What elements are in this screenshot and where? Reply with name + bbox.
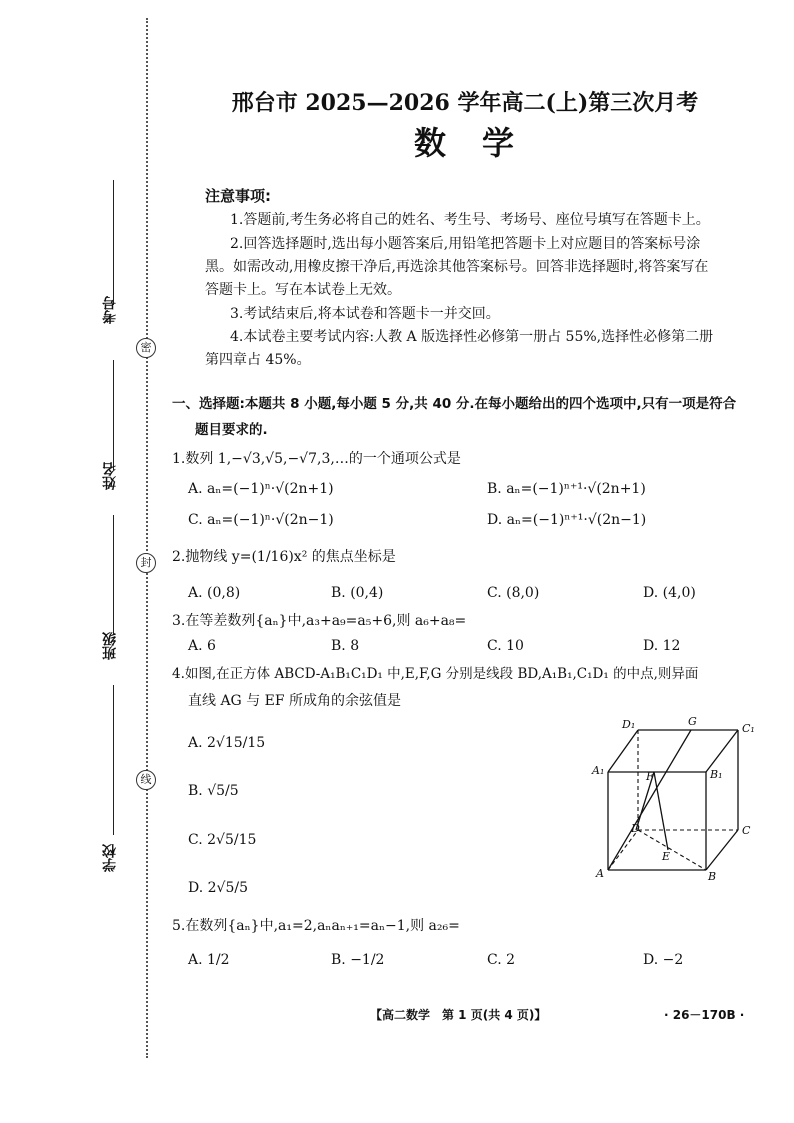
q1-option-b: B. aₙ=(−1)ⁿ⁺¹·√(2n+1) [487,481,646,497]
exam-title: 邢台市 2025—2026 学年高二(上)第三次月考 [231,90,699,116]
note-line-4: 答题卡上。写在本试卷上无效。 [205,282,401,298]
seal-xian: 线 [136,770,156,790]
note-line-7: 第四章占 45%。 [205,352,311,368]
label-school: 学校 [102,844,118,872]
q2-option-c: C. (8,0) [487,585,540,601]
note-line-2: 2.回答选择题时,选出每小题答案后,用铅笔把答题卡上对应题目的答案标号涂 [230,236,701,252]
label-C: C [742,824,751,837]
q1-stem: 1.数列 1,−√3,√5,−√7,3,…的一个通项公式是 [172,451,461,467]
label-E: E [662,850,671,863]
q3-stem: 3.在等差数列{aₙ}中,a₃+a₉=a₅+6,则 a₆+a₈= [172,613,467,629]
q3-option-c: C. 10 [487,638,524,654]
q4-option-b: B. √5/5 [188,783,239,799]
note-line-6: 4.本试卷主要考试内容:人教 A 版选择性必修第一册占 55%,选择性必修第二册 [230,329,714,345]
q1-option-a: A. aₙ=(−1)ⁿ·√(2n+1) [188,481,334,497]
section1-heading-cont: 题目要求的. [195,422,268,438]
q3-option-d: D. 12 [643,638,681,654]
label-D1: D₁ [622,718,636,731]
q4-option-d: D. 2√5/5 [188,880,248,896]
q2-stem: 2.抛物线 y=(1/16)x² 的焦点坐标是 [172,549,396,565]
answer-line-exam-number [113,180,114,305]
label-name: 姓名 [102,462,118,490]
paper-code: · 26－170B · [664,1008,745,1022]
q5-option-d: D. −2 [643,952,684,968]
note-line-3: 黑。如需改动,用橡皮擦干净后,再选涂其他答案标号。回答非选择题时,将答案写在 [205,259,709,275]
label-D: D [631,822,640,835]
answer-line-school [113,685,114,835]
binding-dotted-line [146,18,148,1058]
note-line-1: 1.答题前,考生务必将自己的姓名、考生号、考场号、座位号填写在答题卡上。 [230,212,710,228]
q5-option-a: A. 1/2 [188,952,230,968]
q4-stem: 4.如图,在正方体 ABCD-A₁B₁C₁D₁ 中,E,F,G 分别是线段 BD,A₁B₁,C₁D₁ 的中点,则异面 [172,666,699,682]
label-exam-number: 考号 [102,296,118,324]
q4-option-a: A. 2√15/15 [188,735,266,751]
label-class: 班级 [102,632,118,660]
seal-mi: 密 [136,338,156,358]
label-F: F [646,770,654,783]
q3-option-b: B. 8 [331,638,360,654]
label-B: B [708,870,717,882]
cube-figure [588,712,763,882]
q2-option-a: A. (0,8) [188,585,241,601]
q1-option-d: D. aₙ=(−1)ⁿ⁺¹·√(2n−1) [487,512,647,528]
q5-stem: 5.在数列{aₙ}中,a₁=2,aₙaₙ₊₁=aₙ−1,则 a₂₆= [172,918,460,934]
section1-heading: 一、选择题:本题共 8 小题,每小题 5 分,共 40 分.在每小题给出的四个选项中,只有一项是符合 [172,396,737,412]
q3-option-a: A. 6 [188,638,216,654]
label-A: A [596,867,604,880]
label-B1: B₁ [710,768,723,781]
q2-option-d: D. (4,0) [643,585,696,601]
answer-line-class [113,515,114,635]
answer-line-name [113,360,114,470]
page-footer: 【高二数学 第 1 页(共 4 页)】 [370,1008,547,1022]
label-G: G [688,715,697,728]
label-A1: A₁ [592,764,605,777]
note-line-5: 3.考试结束后,将本试卷和答题卡一并交回。 [230,306,500,322]
q5-option-b: B. −1/2 [331,952,385,968]
notes-heading: 注意事项: [205,187,271,205]
q2-option-b: B. (0,4) [331,585,384,601]
q4-option-c: C. 2√5/15 [188,832,257,848]
q1-option-c: C. aₙ=(−1)ⁿ·√(2n−1) [188,512,334,528]
subject-title: 数 学 [413,124,516,162]
seal-feng: 封 [136,553,156,573]
q4-stem-cont: 直线 AG 与 EF 所成角的余弦值是 [188,693,402,709]
label-C1: C₁ [742,722,755,735]
q5-option-c: C. 2 [487,952,516,968]
